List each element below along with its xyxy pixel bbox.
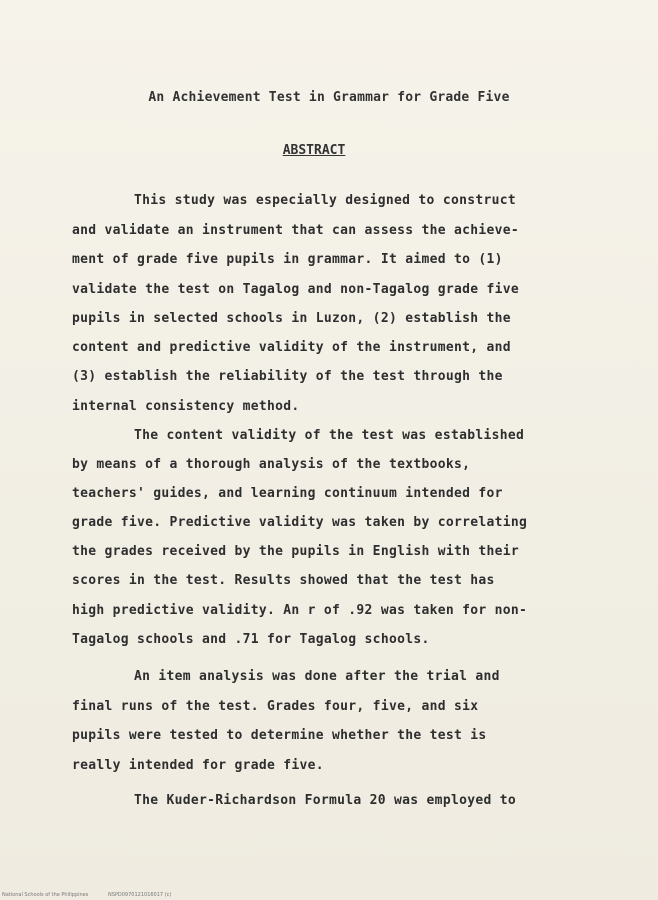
scan-footer <box>2 892 189 898</box>
abstract-line: content and predictive validity of the instrument, and <box>72 340 511 355</box>
abstract-line: final runs of the test. Grades four, five, and six <box>72 699 479 714</box>
abstract-line: (3) establish the reliability of the test through the <box>72 369 503 384</box>
abstract-line: grade five. Predictive validity was taken by correlating <box>72 515 528 530</box>
document-title: An Achievement Test in Grammar for Grade Five <box>148 90 510 105</box>
abstract-line: An item analysis was done after the trial and <box>134 669 500 684</box>
abstract-line: teachers' guides, and learning continuum intended for <box>72 486 503 501</box>
abstract-heading: ABSTRACT <box>282 143 346 158</box>
abstract-line: validate the test on Tagalog and non-Tagalog grade five <box>72 282 519 297</box>
footer-code: NSPD0970121016017 (c) <box>107 892 172 898</box>
abstract-line: by means of a thorough analysis of the textbooks, <box>72 457 471 472</box>
abstract-line: scores in the test. Results showed that the test has <box>72 573 495 588</box>
abstract-line: The content validity of the test was established <box>134 428 525 443</box>
abstract-line: This study was especially designed to construct <box>134 193 516 208</box>
abstract-line: the grades received by the pupils in English with their <box>72 544 519 559</box>
abstract-line: high predictive validity. An r of .92 was taken for non- <box>72 603 528 618</box>
abstract-line: pupils were tested to determine whether the test is <box>72 728 487 743</box>
abstract-line: and validate an instrument that can assess the achieve- <box>72 223 519 238</box>
abstract-line: really intended for grade five. <box>72 758 324 773</box>
abstract-line: pupils in selected schools in Luzon, (2) establish the <box>72 311 511 326</box>
abstract-line: Tagalog schools and .71 for Tagalog schools. <box>72 632 430 647</box>
footer-source: National Schools of the Philippines <box>2 892 89 898</box>
abstract-line: The Kuder-Richardson Formula 20 was employed to <box>134 793 516 808</box>
abstract-line: ment of grade five pupils in grammar. It aimed to (1) <box>72 252 503 267</box>
abstract-line: internal consistency method. <box>72 399 300 414</box>
